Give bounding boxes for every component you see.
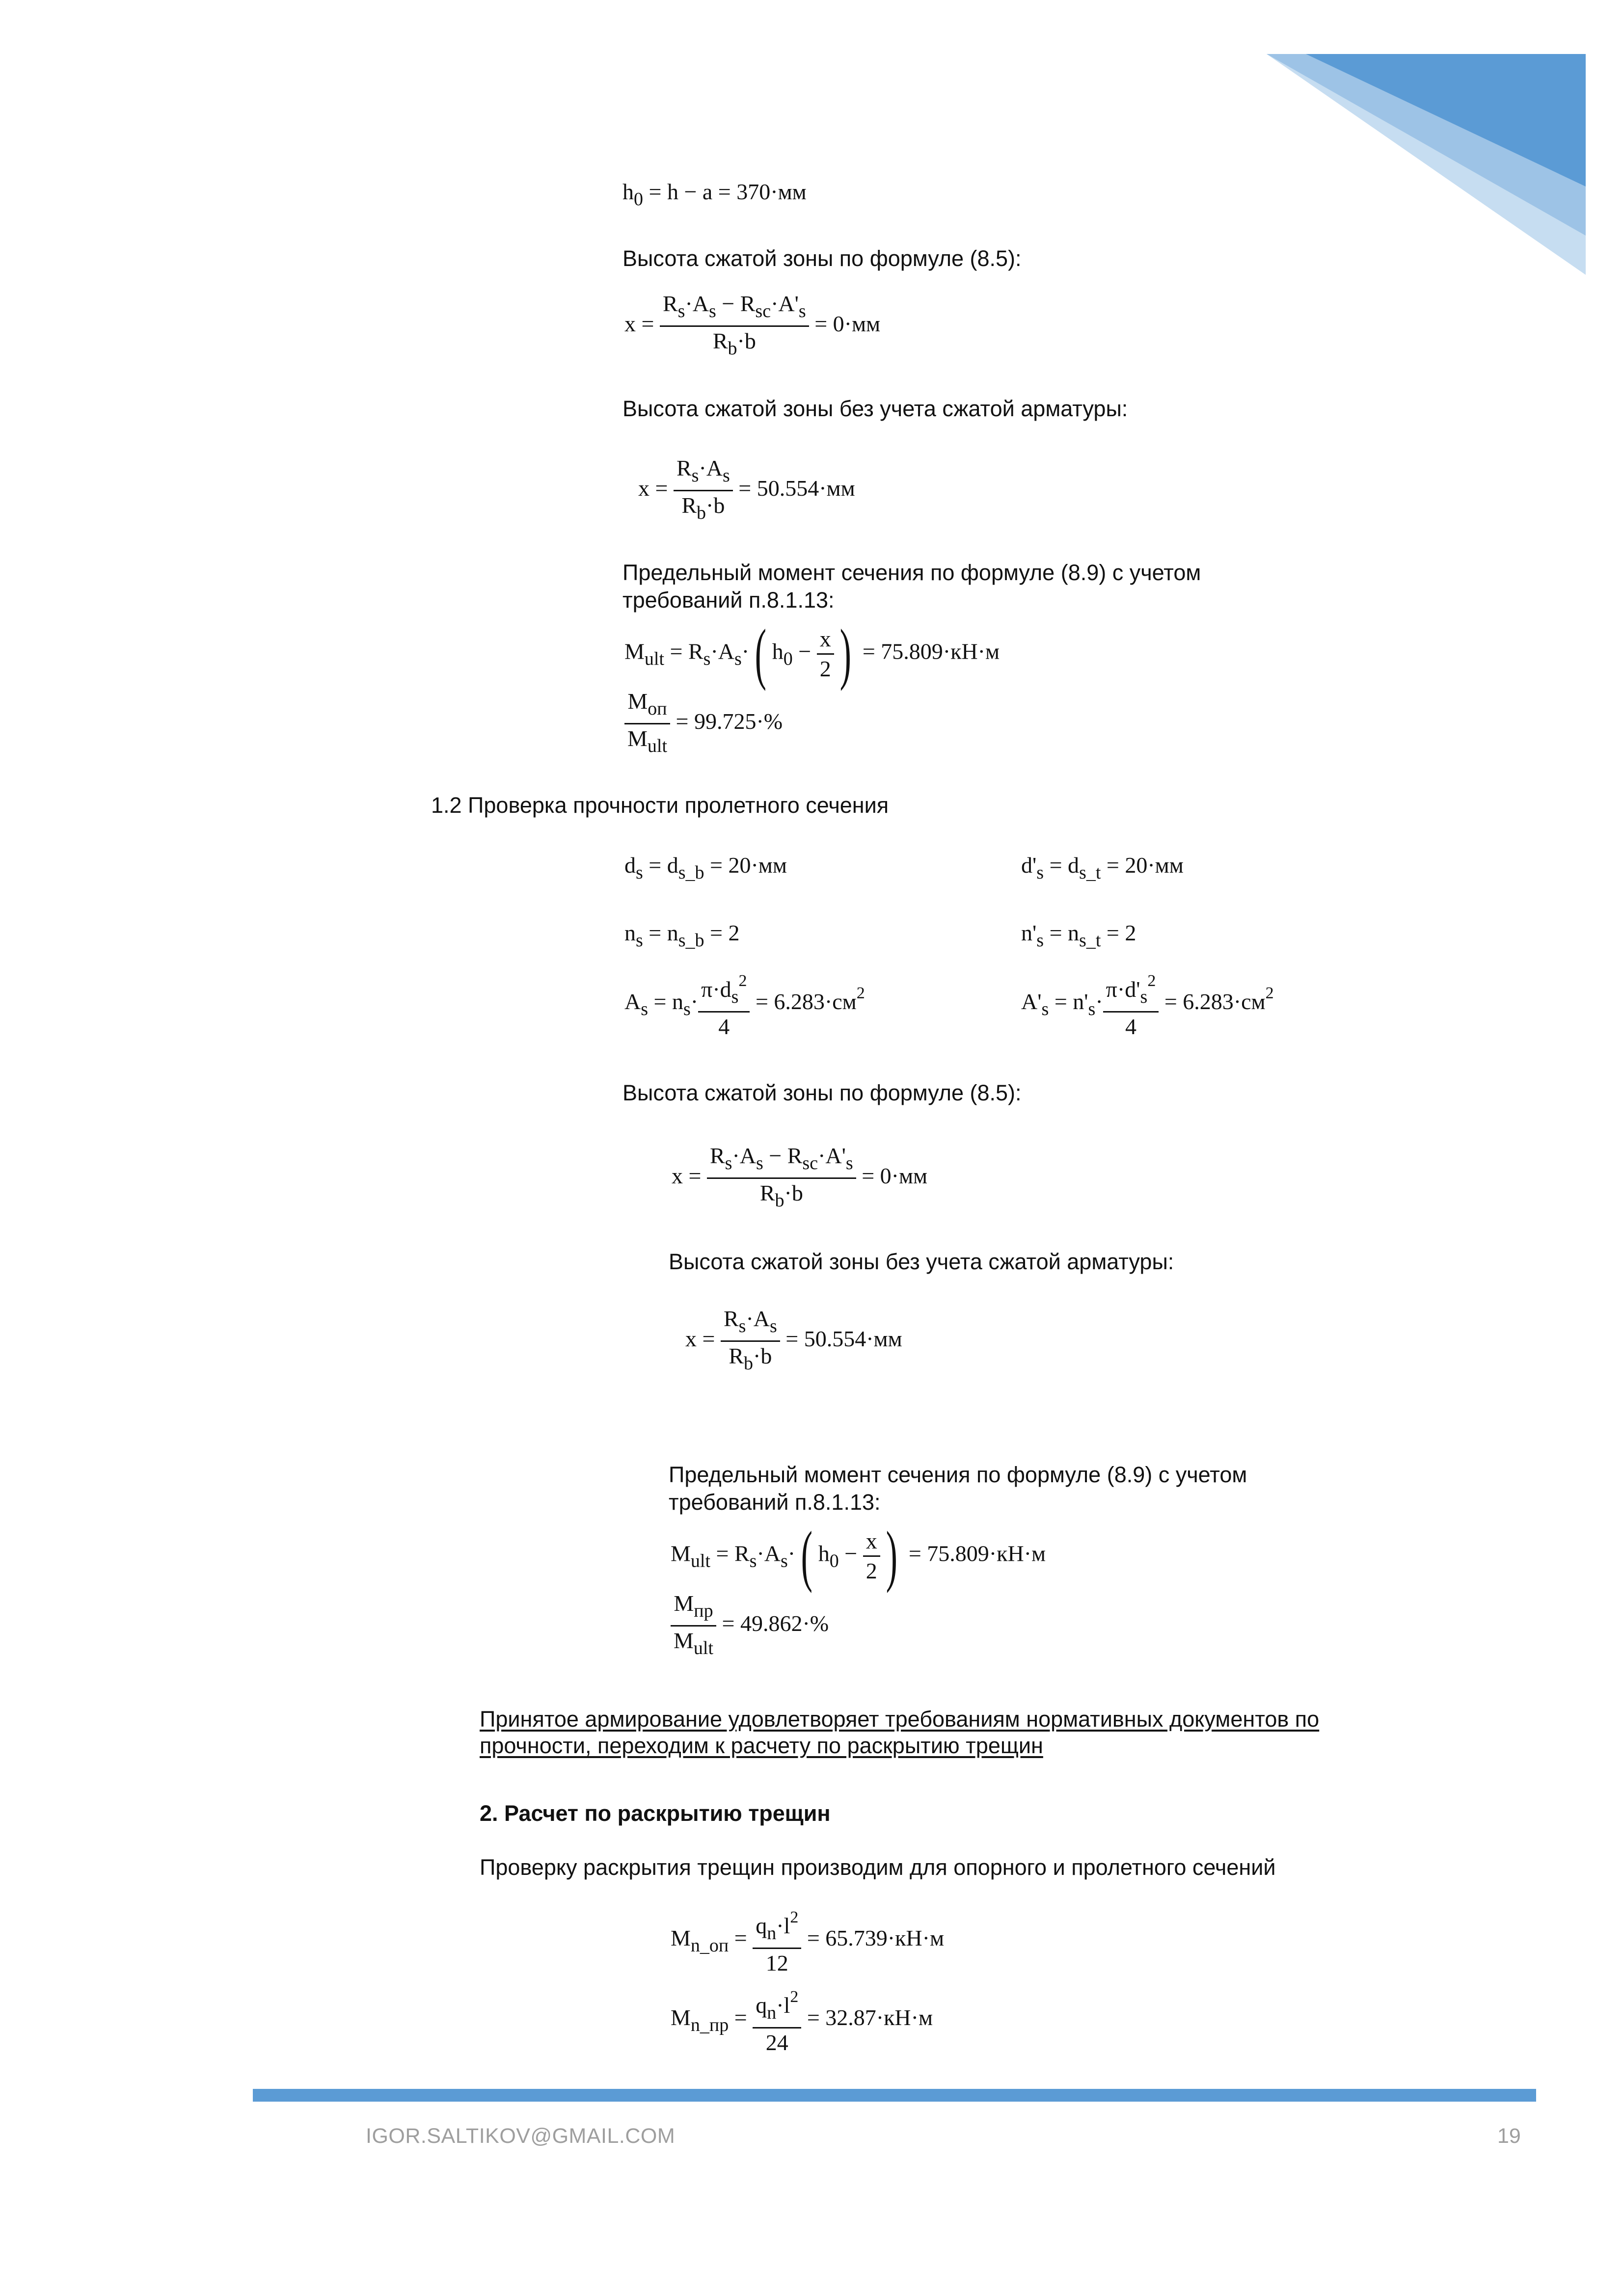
formula-x-2: x = $\frac{R_s\cdot A_s - R_{sc}\cdot A'_s}{R_b\cdot b}$ = 0·мм bbox=[672, 1142, 927, 1215]
text-compressed-zone-85: Высота сжатой зоны по формуле (8.5): bbox=[622, 246, 1022, 271]
formula-mn-op: $M_{n\_оп}$ = $\frac{q_n\cdot l^2}{12}$ = 65.739·кН·м bbox=[671, 1903, 944, 1977]
formula-ratio-2: $\frac{M_{пр}}{M_{ult}}$ = 49.862·% bbox=[671, 1589, 829, 1662]
formula-ds: $d_s = d_{s\_b} = 20\cdot мм$ bbox=[624, 853, 787, 883]
text-compressed-zone-no-rebar: Высота сжатой зоны без учета сжатой арматуры: bbox=[622, 396, 1128, 421]
page-number: 19 bbox=[1497, 2124, 1521, 2148]
formula-x-1: x = $\frac{R_s\cdot A_s - R_{sc}\cdot A'_s}{R_b\cdot b}$ = 0·мм bbox=[624, 290, 880, 363]
text-limit-moment-1b: требований п.8.1.13: bbox=[622, 587, 835, 613]
formula-mn-pr: $M_{n\_пр}$ = $\frac{q_n\cdot l^2}{24}$ = 32.87·кН·м bbox=[671, 1983, 933, 2057]
formula-As-top: $A'_s = n'_s\cdot$ $\frac{\pi\cdot d'_s^2}{4}$ = $6.283\cdot см^2$ bbox=[1021, 967, 1274, 1041]
formula-mult-2: $M_{ult} = R_s\cdot A_s\cdot$( $h_0$ − $\frac{x}{2}$ ) = 75.809·кН·м bbox=[671, 1518, 1046, 1594]
formula-ns: $n_s = n_{s\_b} = 2$ bbox=[624, 920, 740, 951]
text-compressed-zone-85-2: Высота сжатой зоны по формуле (8.5): bbox=[622, 1080, 1022, 1105]
text-compressed-zone-no-rebar-2: Высота сжатой зоны без учета сжатой арматуры: bbox=[669, 1249, 1174, 1274]
footer-bar bbox=[253, 2089, 1536, 2102]
text-limit-moment-2b: требований п.8.1.13: bbox=[669, 1490, 881, 1515]
formula-As: $A_s = n_s\cdot$ $\frac{\pi\cdot d_s^2}{4}$ = $6.283\cdot см^2$ bbox=[624, 967, 865, 1041]
formula-x-alt-1: x = $\frac{R_s\cdot A_s}{R_b\cdot b}$ = 50.554·мм bbox=[638, 454, 855, 527]
text-crack-check: Проверку раскрытия трещин производим для опорного и пролетного сечений bbox=[480, 1855, 1276, 1880]
text-conclusion-2: прочности, переходим к расчету по раскрытию трещин bbox=[480, 1733, 1043, 1758]
formula-h0: $h_0 = h - a = 370\cdot мм$ bbox=[622, 179, 807, 210]
text-limit-moment-1a: Предельный момент сечения по формуле (8.9) с учетом bbox=[622, 560, 1201, 585]
footer-email: IGOR.SALTIKOV@GMAIL.COM bbox=[366, 2124, 676, 2148]
formula-mult-1: $M_{ult} = R_s\cdot A_s\cdot$( $h_0$ − $\frac{x}{2}$ ) = 75.809·кН·м bbox=[624, 615, 1000, 692]
formula-x-alt-2: x = $\frac{R_s\cdot A_s}{R_b\cdot b}$ = 50.554·мм bbox=[685, 1305, 902, 1378]
formula-ratio-1: $\frac{M_{оп}}{M_{ult}}$ = 99.725·% bbox=[624, 687, 783, 760]
section-heading-1-2: 1.2 Проверка прочности пролетного сечения bbox=[431, 793, 889, 818]
section-heading-2: 2. Расчет по раскрытию трещин bbox=[480, 1801, 831, 1826]
formula-ns-top: $n'_s = n_{s\_t} = 2$ bbox=[1021, 920, 1136, 951]
formula-ds-top: $d'_s = d_{s\_t} = 20\cdot мм$ bbox=[1021, 853, 1184, 883]
text-limit-moment-2a: Предельный момент сечения по формуле (8.9) с учетом bbox=[669, 1462, 1247, 1487]
header-triangle-graphic bbox=[1267, 49, 1591, 275]
text-conclusion-1: Принятое армирование удовлетворяет требованиям нормативных документов по bbox=[480, 1707, 1320, 1732]
